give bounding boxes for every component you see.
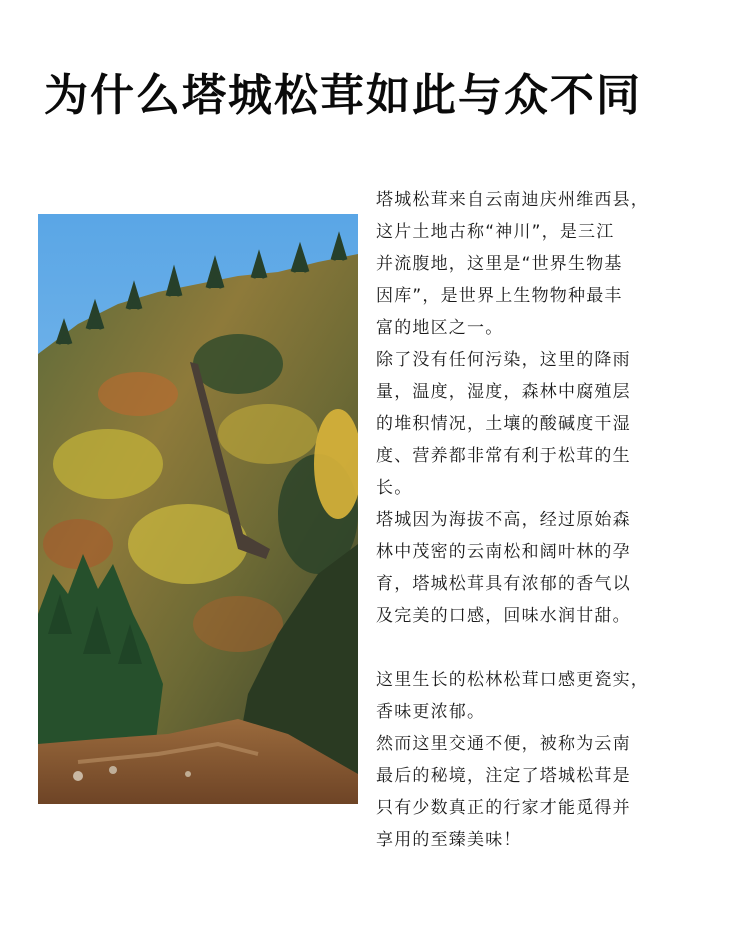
paragraph-spacer (376, 632, 676, 664)
text-line: 因库”，是世界上生物物种最丰 (376, 286, 623, 306)
paragraph-environment (376, 344, 676, 504)
text-line: 长。 (376, 478, 413, 498)
forest-mountain-illustration (38, 214, 358, 804)
text-line: 的堆积情况，土壤的酸碱度干湿 (376, 414, 631, 434)
yellow-foliage (218, 404, 318, 464)
page-title: 为什么塔城松茸如此与众不同 (44, 70, 642, 121)
text-line: 只有少数真正的行家才能觅得并 (376, 798, 631, 818)
text-line: 度、营养都非常有利于松茸的生 (376, 446, 631, 466)
rock (73, 771, 83, 781)
paragraph-texture (376, 664, 676, 728)
rock (185, 771, 191, 777)
text-line: 然而这里交通不便，被称为云南 (376, 734, 631, 754)
rock (109, 766, 117, 774)
orange-foliage (43, 519, 113, 569)
text-line: 除了没有任何污染，这里的降雨 (376, 350, 631, 370)
text-line: 这里生长的松林松茸口感更瓷实， (376, 670, 649, 690)
text-line: 及完美的口感，回味水润甘甜。 (376, 606, 631, 626)
text-line: 塔城因为海拔不高，经过原始森 (376, 510, 631, 530)
yellow-foliage (53, 429, 163, 499)
paragraph-origin (376, 184, 676, 344)
paragraph-altitude (376, 504, 676, 632)
text-line: 富的地区之一。 (376, 318, 504, 338)
text-line: 育，塔城松茸具有浓郁的香气以 (376, 574, 631, 594)
text-line: 香味更浓郁。 (376, 702, 486, 722)
text-line: 塔城松茸来自云南迪庆州维西县， (376, 190, 649, 210)
forest-mountain-photo (38, 214, 358, 804)
evergreen-cluster (193, 334, 283, 394)
text-line: 最后的秘境，注定了塔城松茸是 (376, 766, 631, 786)
paragraph-rarity (376, 728, 676, 856)
orange-foliage (193, 596, 283, 652)
text-line: 享用的至臻美味！ (376, 830, 522, 850)
article-body (376, 184, 676, 856)
text-line: 这片土地古称“神川”，是三江 (376, 222, 615, 242)
orange-foliage (98, 372, 178, 416)
text-line: 林中茂密的云南松和阔叶林的孕 (376, 542, 631, 562)
text-line: 并流腹地，这里是“世界生物基 (376, 254, 623, 274)
text-line: 量，温度，湿度，森林中腐殖层 (376, 382, 631, 402)
